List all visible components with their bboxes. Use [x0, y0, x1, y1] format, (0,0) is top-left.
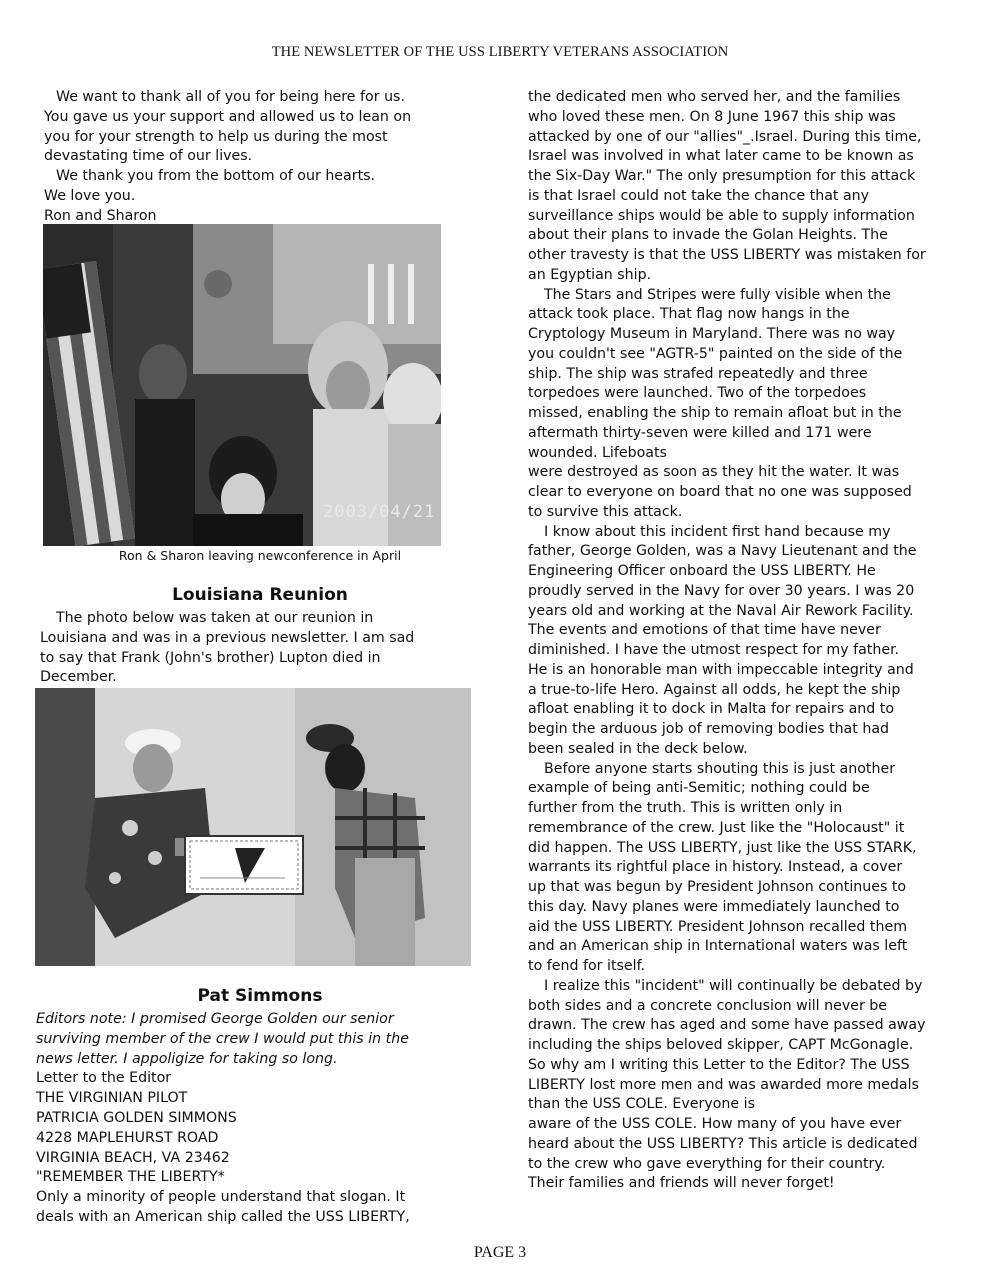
- letter-line: aid the USS LIBERTY. President Johnson recalled them: [528, 918, 908, 935]
- address-line: THE VIRGINIAN PILOT: [36, 1090, 188, 1107]
- letter-line: Before anyone starts shouting this is just another: [544, 760, 896, 777]
- letter-body-line: Only a minority of people understand that slogan. It: [36, 1189, 406, 1206]
- reunion-text: [40, 609, 480, 688]
- letter-line: did happen. The USS LIBERTY, just like the USS STARK,: [528, 839, 917, 856]
- letter-line: both sides and a concrete conclusion will never be: [528, 997, 888, 1014]
- letter-line: aware of the USS COLE. How many of you have ever: [528, 1116, 902, 1132]
- letter-line: up that was begun by President Johnson continues to: [528, 879, 907, 895]
- section-heading: Pat Simmons: [197, 986, 323, 1006]
- letter-line: who loved these men. On 8 June 1967 this ship was: [528, 108, 896, 125]
- letter-line: the dedicated men who served her, and the families: [528, 89, 901, 105]
- letter-line: missed, enabling the ship to remain afloat but in the: [528, 405, 902, 421]
- letter-line: about their plans to invade the Golan Heights. The: [528, 227, 888, 244]
- letter-line: you couldn't see "AGTR-5" painted on the side of the: [528, 345, 903, 362]
- reunion-line: The photo below was taken at our reunion in: [56, 610, 374, 626]
- photo-date-stamp: 2003/04/21: [323, 502, 436, 522]
- reunion-cake-photo: [35, 688, 471, 966]
- letter-line: father, George Golden, was a Navy Lieutenant and the: [528, 543, 917, 560]
- letter-continuation: [528, 88, 968, 1194]
- thanks-line: You gave us your support and allowed us to lean on: [44, 108, 412, 125]
- letter-line: ship. The ship was strafed repeatedly and three: [528, 365, 868, 382]
- letter-line: So why am I writing this Letter to the Editor? The USS: [528, 1056, 910, 1073]
- letter-line: Their families and friends will never forget!: [528, 1175, 835, 1192]
- letter-line: this day. Navy planes were immediately launched to: [528, 898, 900, 915]
- letter-line: were destroyed as soon as they hit the water. It was: [528, 464, 900, 481]
- page-number: PAGE 3: [473, 1244, 527, 1261]
- reunion-line: Louisiana and was in a previous newsletter. I am sad: [40, 629, 415, 646]
- letter-line: surveillance ships would be able to supply information: [528, 207, 915, 224]
- letter-line: The events and emotions of that time have never: [528, 622, 881, 639]
- thanks-line: We thank you from the bottom of our hearts.: [56, 168, 376, 185]
- letter-line: to the crew who gave everything for their country.: [528, 1155, 886, 1172]
- letter-line: been sealed in the deck below.: [528, 740, 748, 757]
- letter-line: to survive this attack.: [528, 503, 683, 520]
- letter-line: clear to everyone on board that no one was supposed: [528, 484, 912, 500]
- thanks-line: you for your strength to help us during the most: [44, 128, 388, 145]
- letter-line: attack took place. That flag now hangs in the: [528, 306, 850, 323]
- letter-line: aftermath thirty-seven were killed and 171 were: [528, 424, 872, 441]
- address-line: Letter to the Editor: [36, 1070, 172, 1087]
- letter-line: further from the truth. This is written only in: [528, 800, 843, 816]
- letter-body-line: deals with an American ship called the USS LIBERTY,: [36, 1208, 410, 1225]
- signature: Ron and Sharon: [44, 207, 157, 224]
- letter-line: to fend for itself.: [528, 958, 646, 974]
- letter-line: Israel was involved in what later came to be known as: [528, 148, 914, 165]
- letter-line: a true-to-life Hero. Against all odds, he kept the ship: [528, 681, 901, 698]
- editor-note-line: Editors note: I promised George Golden our senior: [36, 1011, 394, 1027]
- letter-line: I realize this "incident" will continually be debated by: [544, 977, 923, 994]
- letter-line: LIBERTY lost more men and was awarded more medals: [528, 1076, 919, 1093]
- letter-line: warrants its rightful place in history. Instead, a cover: [528, 859, 903, 876]
- letter-line: than the USS COLE. Everyone is: [528, 1096, 755, 1113]
- letter-line: heard about the USS LIBERTY? This article is dedicated: [528, 1135, 918, 1152]
- letter-line: afloat enabling it to dock in Malta for repairs and to: [528, 701, 895, 718]
- letter-line: Cryptology Museum in Maryland. There was no way: [528, 326, 896, 342]
- letter-line: example of being anti-Semitic; nothing could be: [528, 780, 870, 797]
- editor-note-line: news letter. I appoligize for taking so long.: [36, 1050, 338, 1067]
- letter-line: He is an honorable man with impeccable integrity and: [528, 661, 914, 678]
- letter-line: The Stars and Stripes were fully visible when the: [544, 286, 891, 303]
- letter-line: remembrance of the crew. Just like the "Holocaust" it: [528, 819, 905, 836]
- address-line: 4228 MAPLEHURST ROAD: [36, 1129, 219, 1146]
- letter-line: attacked by one of our "allies"_.Israel. During this time,: [528, 128, 922, 145]
- address-line: PATRICIA GOLDEN SIMMONS: [36, 1109, 237, 1126]
- letter-line: diminished. I have the utmost respect for my father.: [528, 642, 900, 658]
- address-line: "REMEMBER THE LIBERTY*: [36, 1169, 225, 1186]
- letter-line: an Egyptian ship.: [528, 266, 652, 283]
- letter-line: begin the arduous job of removing bodies that had: [528, 721, 890, 737]
- letter-line: Engineering Officer onboard the USS LIBERTY. He: [528, 563, 876, 579]
- thanks-note: [40, 88, 480, 227]
- address-line: VIRGINIA BEACH, VA 23462: [36, 1149, 230, 1166]
- letter-line: the Six-Day War." The only presumption for this attack: [528, 168, 916, 184]
- editor-note-line: surviving member of the crew I would put this in the: [36, 1030, 409, 1047]
- newsletter-header: THE NEWSLETTER OF THE USS LIBERTY VETERANS ASSOCIATION: [271, 44, 729, 60]
- thanks-line: devastating time of our lives.: [44, 148, 253, 165]
- letter-line: drawn. The crew has aged and some have passed away: [528, 1017, 926, 1034]
- reunion-line: December.: [40, 669, 117, 686]
- letter-line: is that Israel could not take the chance that any: [528, 187, 870, 204]
- section-heading: Louisiana Reunion: [172, 585, 348, 605]
- thanks-line: We love you.: [44, 187, 136, 204]
- letter-line: and an American ship in International waters was left: [528, 938, 908, 955]
- letter-line: including the ships beloved skipper, CAPT McGonagle.: [528, 1037, 914, 1053]
- letter-line: other travesty is that the USS LIBERTY was mistaken for: [528, 247, 926, 263]
- letter-line: proudly served in the Navy for over 30 years. I was 20: [528, 582, 915, 599]
- pat-simmons-letter: [36, 1010, 486, 1228]
- reunion-line: to say that Frank (John's brother) Lupton died in: [40, 649, 381, 666]
- letter-line: wounded. Lifeboats: [528, 444, 667, 461]
- letter-line: I know about this incident first hand because my: [544, 523, 891, 540]
- letter-line: years old and working at the Naval Air Rework Facility.: [528, 602, 914, 619]
- photo-caption: Ron & Sharon leaving newconference in April: [118, 548, 402, 563]
- thanks-line: We want to thank all of you for being here for us.: [56, 89, 405, 105]
- press-conference-photo: [43, 224, 441, 546]
- letter-line: torpedoes were launched. Two of the torpedoes: [528, 385, 867, 402]
